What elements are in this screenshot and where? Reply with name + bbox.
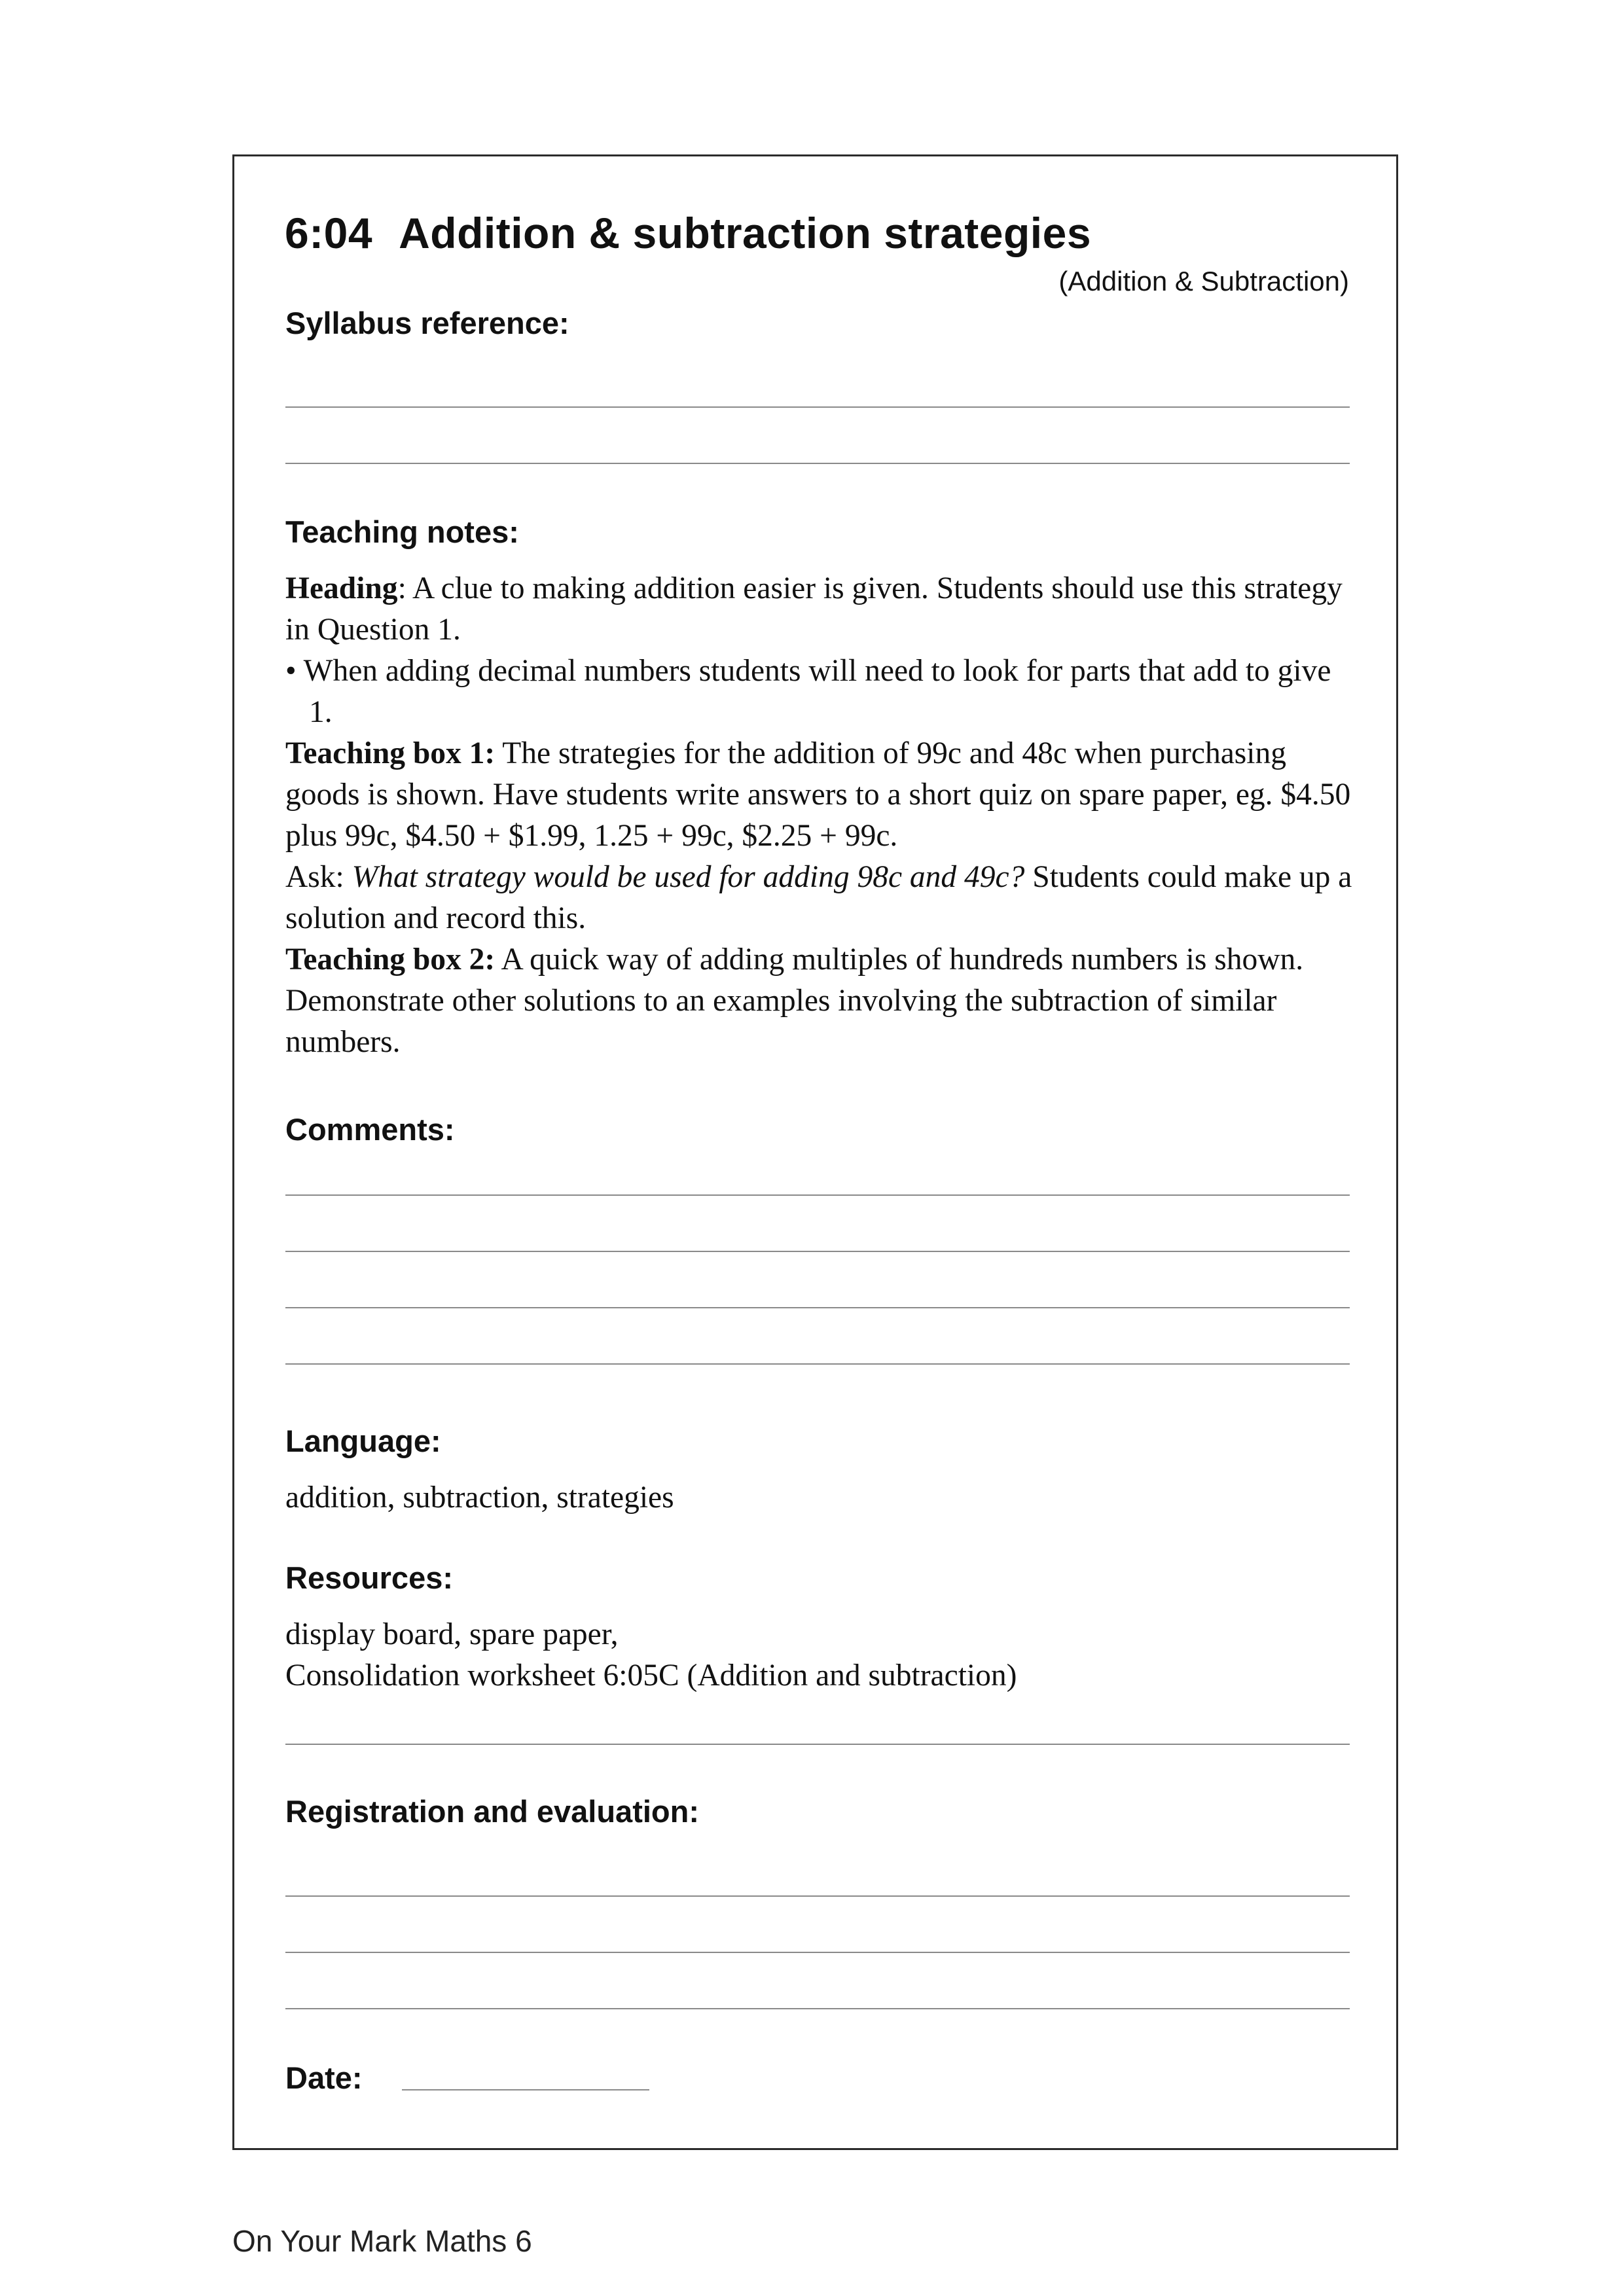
strand-subtitle: (Addition & Subtraction) [1058,266,1349,296]
comments-line-1 [285,1194,1350,1196]
resources-rule [285,1744,1350,1745]
ask-rest: Students could make up a solution and record this. [285,860,1352,935]
ask-note [285,857,1359,939]
page-title [285,208,1091,258]
resources-heading: Resources: [285,1560,453,1595]
teaching-box-2-label: Teaching box 2: [285,942,496,977]
heading-note-text: : A clue to making addition easier is given. Students should use this strategy in Question 1. [285,571,1343,647]
registration-line-2 [285,1952,1350,1953]
resources-line-2: Consolidation worksheet 6:05C (Addition and subtraction) [285,1659,1017,1693]
syllabus-line-2 [285,463,1350,464]
teaching-notes-body [285,568,1359,1063]
comments-heading: Comments: [285,1112,455,1147]
language-text: addition, subtraction, strategies [285,1480,674,1515]
comments-line-4 [285,1363,1350,1365]
lesson-title: Addition & subtraction strategies [399,209,1092,257]
comments-line-3 [285,1307,1350,1308]
syllabus-heading: Syllabus reference: [285,306,569,340]
date-label: Date: [285,2060,363,2095]
teaching-box-2-text: A quick way of adding multiples of hundreds numbers is shown. Demonstrate other solutions to an examples involving the subtraction of similar numbers. [285,942,1304,1059]
resources-line-1: display board, spare paper, [285,1617,619,1651]
teaching-notes-heading: Teaching notes: [285,514,519,549]
heading-note [285,568,1359,651]
registration-heading: Registration and evaluation: [285,1794,699,1829]
resources-body [285,1614,1359,1696]
comments-line-2 [285,1251,1350,1252]
lesson-code: 6:04 [285,209,373,257]
date-line [402,2089,649,2090]
footer-text: On Your Mark Maths 6 [232,2224,532,2258]
teaching-box-1-note [285,733,1359,857]
registration-line-3 [285,2008,1350,2009]
page-frame [232,154,1398,2150]
teaching-box-1-label: Teaching box 1: [285,736,496,770]
syllabus-line-1 [285,406,1350,408]
teaching-box-1-text: The strategies for the addition of 99c and 48c when purchasing goods is shown. Have students write answers to a short quiz on spare paper, eg. $4.50 plus 99c, $4.50 + $1.99, 1.25 + 99c, $2.25 + 99c. [285,736,1351,853]
teaching-box-2-note [285,939,1359,1063]
ask-label: Ask: [285,860,352,894]
heading-note-label: Heading [285,571,398,605]
registration-line-1 [285,1895,1350,1897]
language-heading: Language: [285,1424,441,1458]
bullet-note: • When adding decimal numbers students will need to look for parts that add to give 1. [285,654,1331,729]
ask-question: What strategy would be used for adding 98c and 49c? [352,860,1025,894]
